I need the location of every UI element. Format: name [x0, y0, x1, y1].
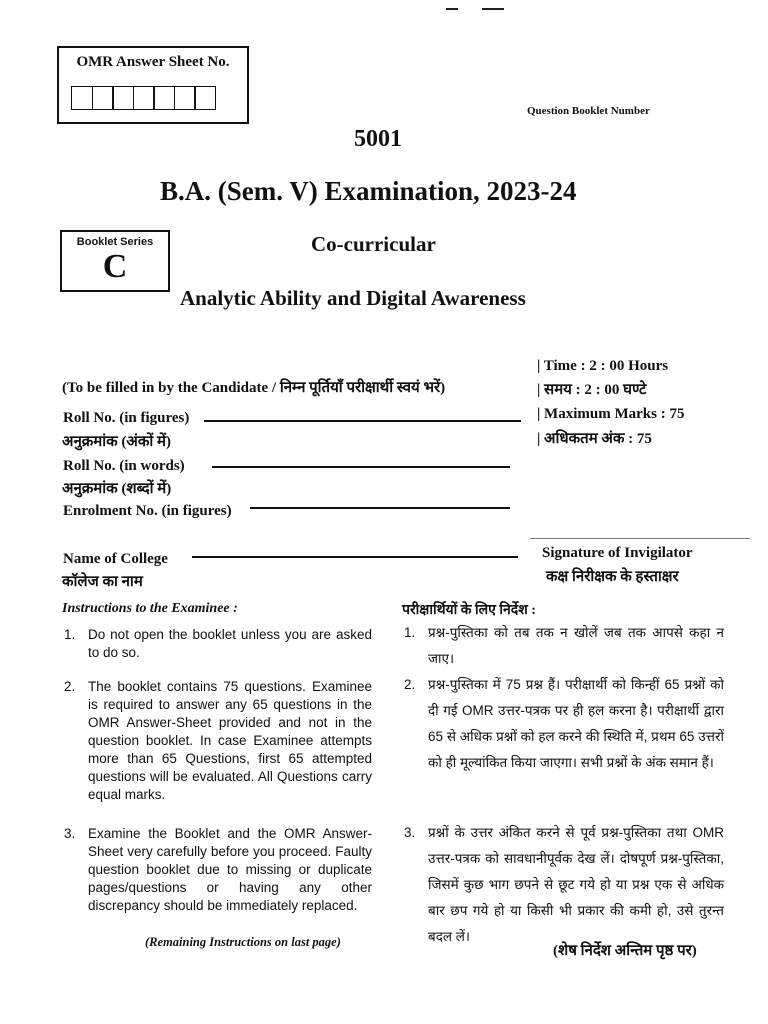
- invigilator-signature-label-hindi: कक्ष निरीक्षक के हस्ताक्षर: [546, 569, 679, 585]
- roll-words-label: Roll No. (in words): [63, 458, 185, 474]
- roll-words-label-hindi: अनुक्रमांक (शब्दों में): [62, 481, 172, 497]
- omr-label: OMR Answer Sheet No.: [76, 54, 230, 70]
- omr-number-cells: [71, 86, 215, 110]
- remaining-instructions-hindi: (शेष निर्देश अन्तिम पृष्ठ पर): [553, 943, 697, 959]
- instruction-number: 1.: [404, 625, 416, 640]
- instruction-text: प्रश्नों के उत्तर अंकित करने से पूर्व प्रश्न-पुस्तिका तथा OMR उत्तर-पत्रक को सावधानीपूर्वक देख लें। दोषपूर्ण प्रश्न-पुस्तिका, जिसमें कुछ भाग छपने से छूट गये हो या प्रश्न एक से अधिक बार छप गये हो या किसी भी प्रकार की कमी हो, उसे तुरन्त बदल लें।: [428, 825, 724, 944]
- instruction-number: 3.: [64, 826, 76, 841]
- roll-figures-label-hindi: अनुक्रमांक (अंकों में): [62, 434, 172, 450]
- enrolment-label: Enrolment No. (in figures): [63, 503, 232, 519]
- subject-category: Co-curricular: [311, 232, 436, 256]
- question-booklet-number-label: Question Booklet Number: [527, 105, 650, 117]
- booklet-series-letter: C: [102, 248, 128, 285]
- booklet-series-label: Booklet Series: [76, 236, 154, 248]
- college-label-hindi: कॉलेज का नाम: [62, 574, 143, 590]
- omr-cell: [71, 86, 93, 110]
- paper-code: 5001: [354, 126, 402, 152]
- signature-line[interactable]: [530, 538, 750, 539]
- roll-figures-label: Roll No. (in figures): [63, 410, 190, 426]
- instruction-number: 2.: [64, 679, 76, 694]
- omr-cell: [194, 86, 216, 110]
- max-marks-english: | Maximum Marks : 75: [537, 406, 685, 422]
- time-hindi: | समय : 2 : 00 घण्टे: [537, 382, 647, 398]
- instructions-heading-english: Instructions to the Examinee :: [62, 601, 238, 616]
- college-label: Name of College: [63, 551, 168, 567]
- omr-cell: [153, 86, 175, 110]
- omr-answer-sheet-box: [57, 46, 249, 124]
- omr-cell: [133, 86, 155, 110]
- omr-cell: [174, 86, 196, 110]
- booklet-series-box: [60, 230, 170, 292]
- roll-words-line[interactable]: [212, 466, 510, 468]
- top-dash-left: [446, 8, 458, 10]
- omr-cell: [112, 86, 134, 110]
- instruction-number: 3.: [404, 825, 416, 840]
- subject-title: Analytic Ability and Digital Awareness: [180, 286, 526, 310]
- invigilator-signature-label: Signature of Invigilator: [542, 545, 693, 561]
- roll-figures-line[interactable]: [204, 420, 521, 422]
- omr-cell: [92, 86, 114, 110]
- college-line[interactable]: [192, 556, 518, 558]
- max-marks-hindi: | अधिकतम अंक : 75: [537, 431, 652, 447]
- instructions-heading-hindi: परीक्षार्थियों के लिए निर्देश :: [402, 603, 536, 618]
- instruction-number: 1.: [64, 627, 76, 642]
- instruction-text: Examine the Booklet and the OMR Answer-Sheet very carefully before you proceed. Faulty question booklet due to missing or duplicate pages/questions or having any other discrepancy should be immediately replaced.: [88, 826, 372, 913]
- instruction-number: 2.: [404, 677, 416, 692]
- enrolment-line[interactable]: [250, 507, 510, 509]
- top-dash-right: [482, 8, 504, 10]
- exam-title: B.A. (Sem. V) Examination, 2023-24: [160, 176, 577, 206]
- time-english: | Time : 2 : 00 Hours: [537, 358, 669, 374]
- instruction-text: The booklet contains 75 questions. Examinee is required to answer any 65 questions in the OMR Answer-Sheet provided and not in the question booklet. In case Examinee attempts more than 65 Questions, first 65 attempted questions will be evaluated. All Questions carry equal marks.: [88, 679, 372, 802]
- instruction-text: प्रश्न-पुस्तिका को तब तक न खोलें जब तक आपसे कहा न जाए।: [428, 625, 724, 666]
- remaining-instructions-english: (Remaining Instructions on last page): [145, 935, 341, 949]
- candidate-fill-note: (To be filled in by the Candidate / निम्न पूर्तियाँ परीक्षार्थी स्वयं भरें): [62, 380, 446, 396]
- instruction-text: प्रश्न-पुस्तिका में 75 प्रश्न हैं। परीक्षार्थी को किन्हीं 65 प्रश्नों को दी गई OMR उत्तर-पत्रक पर ही हल करना है। परीक्षार्थी द्वारा 65 से अधिक प्रश्नों को हल करने की स्थिति में, प्रथम 65 उत्तरों को ही मूल्यांकित किया जाएगा। सभी प्रश्नों के अंक समान हैं।: [428, 677, 724, 770]
- instruction-text: Do not open the booklet unless you are asked to do so.: [88, 627, 372, 660]
